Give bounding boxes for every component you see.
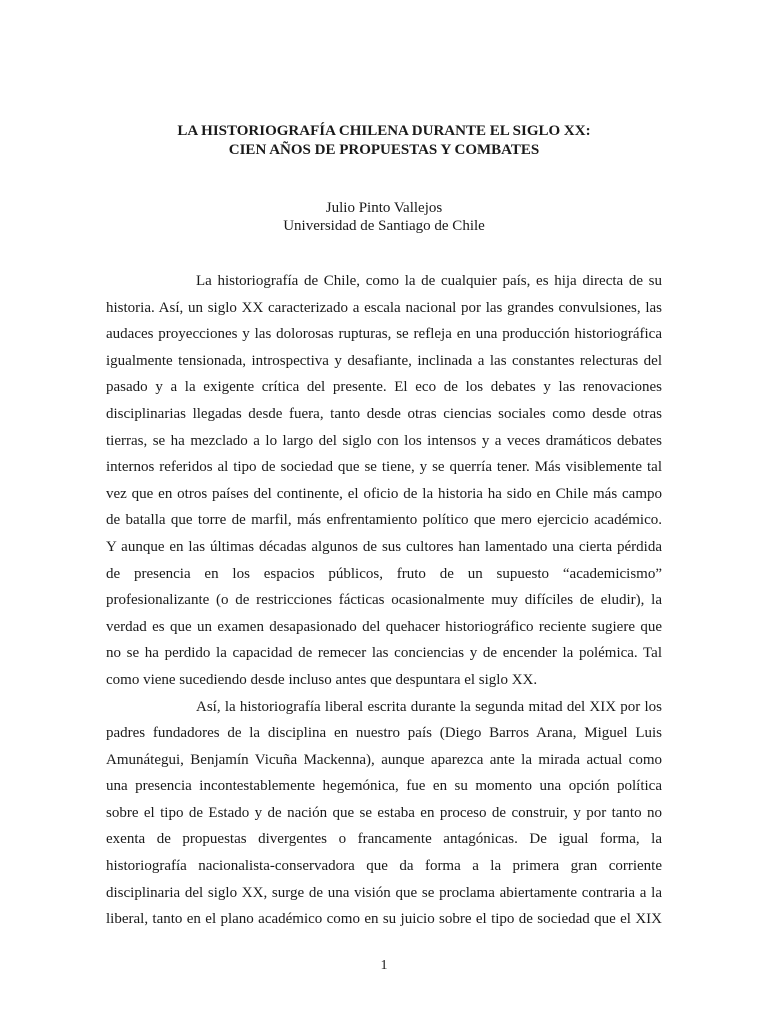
text-line: Amunátegui, Benjamín Vicuña Mackenna), aunque aparezca ante la mirada actual como <box>106 751 662 768</box>
text-line: igualmente tensionada, introspectiva y desafiante, inclinada a las constantes relecturas del <box>106 352 662 369</box>
text-line: La historiografía de Chile, como la de cualquier país, es hija directa de su <box>196 273 662 289</box>
text-line: audaces proyecciones y las dolorosas rupturas, se refleja en una producción historiográfica <box>106 326 662 343</box>
text-line: Y aunque en las últimas décadas algunos de sus cultores han lamentado una cierta pérdida <box>106 538 662 555</box>
text-line: no se ha perdido la capacidad de remecer las conciencias y de encender la polémica. Tal <box>106 645 662 662</box>
text-line: historiografía nacionalista-conservadora que da forma a la primera gran corriente <box>106 858 662 875</box>
document-title <box>0 122 768 160</box>
author-block <box>0 199 768 235</box>
text-line: internos referidos al tipo de sociedad que se tiene, y se querría tener. Más visiblemente tal <box>106 459 662 476</box>
text-line: historia. Así, un siglo XX caracterizado a escala nacional por las grandes convulsiones, las <box>106 299 662 316</box>
text-line: Así, la historiografía liberal escrita durante la segunda mitad del XIX por los <box>196 698 662 715</box>
text-line: profesionalizante (o de restricciones fácticas ocasionalmente muy difíciles de eludir), la <box>106 592 662 609</box>
title-line-2: CIEN AÑOS DE PROPUESTAS Y COMBATES <box>228 142 540 158</box>
text-line: una presencia incontestablemente hegemónica, fue en su momento una opción política <box>106 778 662 795</box>
text-line: padres fundadores de la disciplina en nuestro país (Diego Barros Arana, Miguel Luis <box>106 725 662 742</box>
text-line: tierras, se ha mezclado a lo largo del siglo con los intensos y a veces dramáticos debates <box>106 432 662 449</box>
author-affiliation: Universidad de Santiago de Chile <box>283 218 485 234</box>
text-line: sobre el tipo de Estado y de nación que se estaba en proceso de construir, y por tanto no <box>106 804 662 821</box>
text-line: disciplinaria del siglo XX, surge de una visión que se proclama abiertamente contraria a la <box>106 884 662 901</box>
body-text <box>106 268 662 933</box>
paragraph-1 <box>106 268 662 694</box>
text-line: como viene sucediendo desde incluso antes que despuntara el siglo XX. <box>106 671 538 688</box>
text-line: verdad es que un examen desapasionado del quehacer historiográfico reciente sugiere que <box>106 618 662 635</box>
author-name: Julio Pinto Vallejos <box>325 200 443 216</box>
text-line: de presencia en los espacios públicos, fruto de un supuesto “academicismo” <box>106 565 662 582</box>
text-line: pasado y a la exigente crítica del presente. El eco de los debates y las renovaciones <box>106 379 662 396</box>
page-number: 1 <box>380 958 388 973</box>
text-line: de batalla que torre de marfil, más enfrentamiento político que mero ejercicio académico. <box>106 512 662 529</box>
text-line: exenta de propuestas divergentes o francamente antagónicas. De igual forma, la <box>106 831 662 848</box>
paragraph-2 <box>106 694 662 933</box>
text-line: disciplinarias llegadas desde fuera, tanto desde otras ciencias sociales como desde otras <box>106 405 662 422</box>
text-line: liberal, tanto en el plano académico como en su juicio sobre el tipo de sociedad que el XIX <box>106 911 662 928</box>
text-line: vez que en otros países del continente, el oficio de la historia ha sido en Chile más campo <box>106 485 662 502</box>
title-line-1: LA HISTORIOGRAFÍA CHILENA DURANTE EL SIGLO XX: <box>177 123 591 139</box>
